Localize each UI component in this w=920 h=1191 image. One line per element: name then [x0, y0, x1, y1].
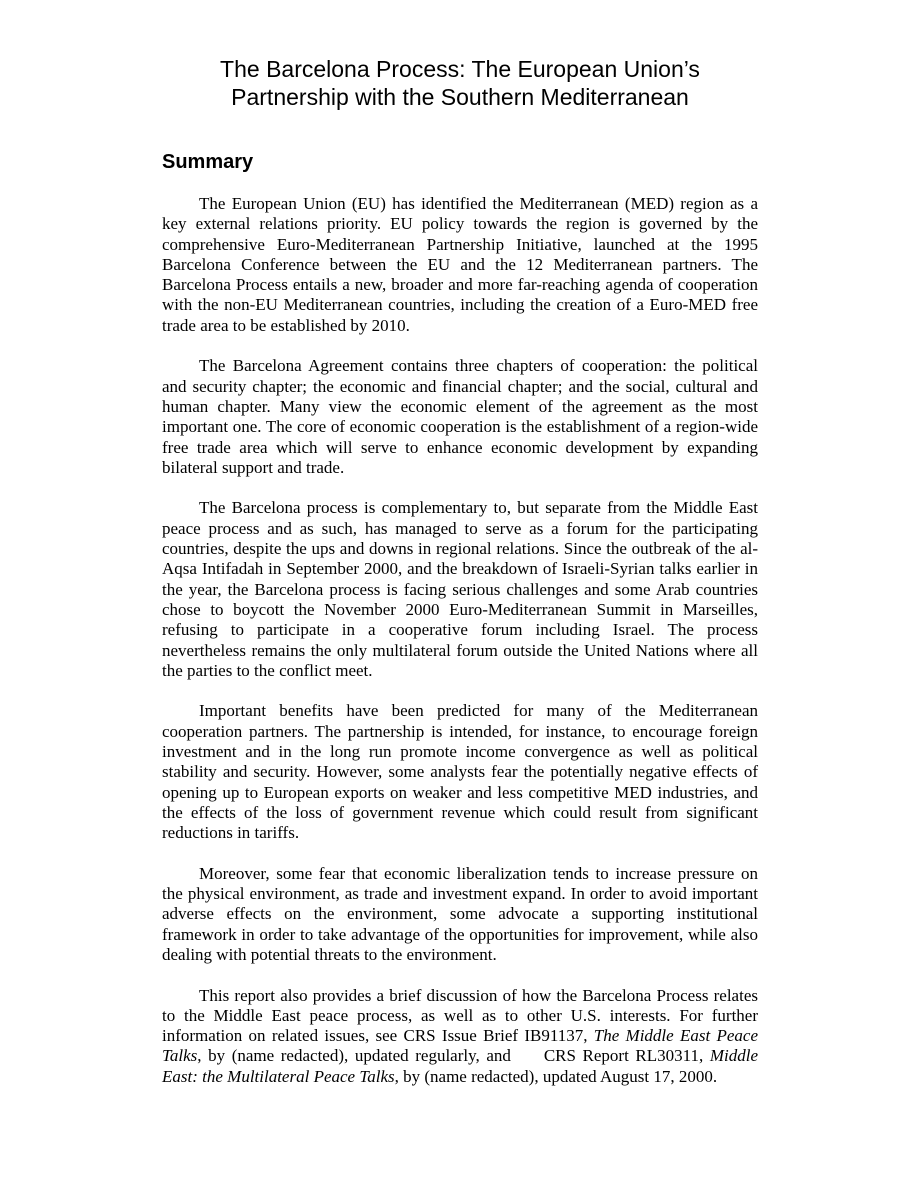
title-line-1: The Barcelona Process: The European Union’s	[220, 56, 700, 82]
paragraph-6-text-2: , by (name redacted), updated regularly, and CRS Report RL30311,	[197, 1046, 710, 1066]
paragraph-6-text-3: , by (name redacted), updated August 17, 2000.	[394, 1066, 718, 1086]
summary-paragraph-1: The European Union (EU) has identified the Mediterranean (MED) region as a key external relations priority. EU policy towards the region is governed by the comprehensive Euro-Mediterranean Partnership Initiative, launched at the 1995 Barcelona Conference between the EU and the 12 Mediterranean partners. The Barcelona Process entails a new, broader and more far-reaching agenda of cooperation with the non-EU Mediterranean countries, including the creation of a Euro-MED free trade area to be established by 2010.	[162, 194, 758, 335]
summary-body	[162, 194, 758, 1107]
citation-title-middle-east-peace-talks: The Middle East Peace Talks	[162, 1026, 758, 1066]
summary-paragraph-6	[162, 986, 758, 1087]
summary-paragraph-3: The Barcelona process is complementary to, but separate from the Middle East peace process and as such, has managed to serve as a forum for the participating countries, despite the ups and downs in regional relations. Since the outbreak of the al-Aqsa Intifadah in September 2000, and the breakdown of Israeli-Syrian talks earlier in the year, the Barcelona process is facing serious challenges and some Arab countries chose to boycott the November 2000 Euro-Mediterranean Summit in Marseilles, refusing to participate in a cooperative forum including Israel. The process nevertheless remains the only multilateral forum outside the United Nations where all the parties to the conflict meet.	[162, 498, 758, 680]
summary-heading: Summary	[162, 151, 254, 173]
summary-paragraph-4: Important benefits have been predicted for many of the Mediterranean cooperation partners. The partnership is intended, for instance, to encourage foreign investment and in the long run promote income convergence as well as political stability and security. However, some analysts fear the potentially negative effects of opening up to European exports on weaker and less competitive MED industries, and the effects of the loss of government revenue which could result from significant reductions in tariffs.	[162, 701, 758, 843]
document-title	[160, 55, 760, 111]
summary-paragraph-2: The Barcelona Agreement contains three chapters of cooperation: the political and security chapter; the economic and financial chapter; and the social, cultural and human chapter. Many view the economic element of the agreement as the most important one. The core of economic cooperation is the establishment of a region-wide free trade area which will serve to enhance economic development by expanding bilateral support and trade.	[162, 356, 758, 477]
citation-title-multilateral-peace-talks: Middle East: the Multilateral Peace Talks	[162, 1046, 758, 1086]
summary-paragraph-5: Moreover, some fear that economic liberalization tends to increase pressure on the physical environment, as trade and investment expand. In order to avoid important adverse effects on the environment, some advocate a supporting institutional framework in order to take advantage of the opportunities for improvement, while also dealing with potential threats to the environment.	[162, 863, 758, 964]
paragraph-6-text-1: This report also provides a brief discussion of how the Barcelona Process relates to the Middle East peace process, as well as to other U.S. interests. For further information on related issues, see CRS Issue Brief IB91137,	[162, 985, 758, 1046]
title-line-2: Partnership with the Southern Mediterranean	[231, 84, 689, 110]
